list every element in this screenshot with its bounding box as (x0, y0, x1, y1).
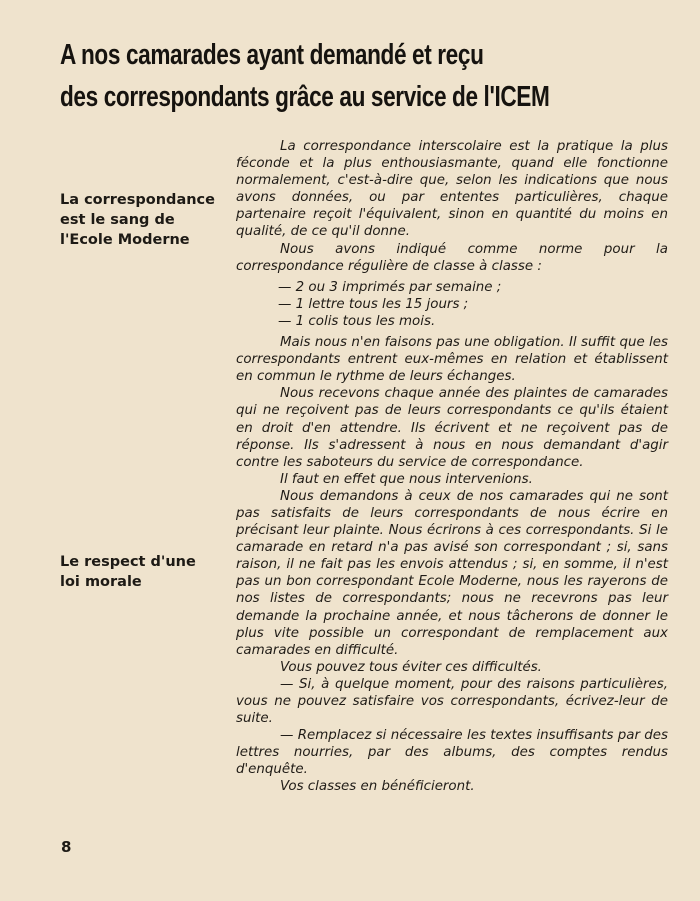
paragraph: Nous demandons à ceux de nos camarades qui ne sont pas satisfaits de leurs correspondants de nous écrire en précisant leur plainte. Nous écrirons à ces correspondants. Si le camarade en retard n'a pas avisé son correspondant ; si, sans raison, il ne fait pas les envois attendus ; si, en somme, il n'est pas un bon correspondant Ecole Moderne, nous les rayerons de nos listes de correspondants; nous ne recevrons pas leur demande la prochaine année, et nous tâcherons de donner le plus vite possible un correspondant de remplacement aux camarades en difficulté. (236, 488, 668, 658)
title-line-1: A nos camarades ayant demandé et reçu (60, 39, 484, 71)
margin-note-respect: Le respect d'une loi morale (60, 554, 196, 590)
paragraph: Nous recevons chaque année des plaintes de camarades qui ne reçoivent pas de leurs correspondants ce qu'ils étaient en droit d'en attendre. Ils écrivent et ne reçoivent pas de réponse. Ils s'adressent à nous en nous demandant d'agir contre les saboteurs du service de correspondance. (236, 386, 668, 470)
paragraph: Nous avons indiqué comme norme pour la correspondance régulière de classe à classe : (236, 241, 668, 274)
list-item: — 1 colis tous les mois. (278, 313, 436, 329)
margin-note-correspondance: La correspondance est le sang de l'Ecole Moderne (60, 192, 215, 248)
paragraph: Mais nous n'en faisons pas une obligation. Il suffit que les correspondants entrent eux-mêmes en relation et établissent en commun le rythme de leurs échanges. (236, 335, 668, 385)
paragraph: La correspondance interscolaire est la pratique la plus féconde et la plus enthousiasmante, quand elle fonctionne normalement, c'est-à-dire que, selon les indications que nous avons données, ou par ententes particulières, chaque partenaire reçoit l'équivalent, sinon en quantité du moins en qualité, de ce qu'il donne. (236, 139, 668, 240)
article-title (60, 34, 670, 118)
paragraph: Il faut en effet que nous intervenions. (280, 471, 533, 487)
paragraph: Vos classes en bénéficieront. (280, 779, 475, 795)
list-item: — 1 lettre tous les 15 jours ; (278, 296, 469, 312)
title-line-2: des correspondants grâce au service de l'ICEM (60, 81, 550, 113)
paragraph: Vous pouvez tous éviter ces difficultés. (280, 659, 542, 675)
paragraph: — Si, à quelque moment, pour des raisons particulières, vous ne pouvez satisfaire vos correspondants, écrivez-leur de suite. (236, 676, 668, 727)
article-body (236, 138, 668, 796)
paragraph: — Remplacez si nécessaire les textes insuffisants par des lettres nourries, par des albums, des comptes rendus d'enquête. (236, 728, 668, 778)
list-item: — 2 ou 3 imprimés par semaine ; (278, 279, 502, 295)
page-number: 8 (61, 838, 72, 856)
